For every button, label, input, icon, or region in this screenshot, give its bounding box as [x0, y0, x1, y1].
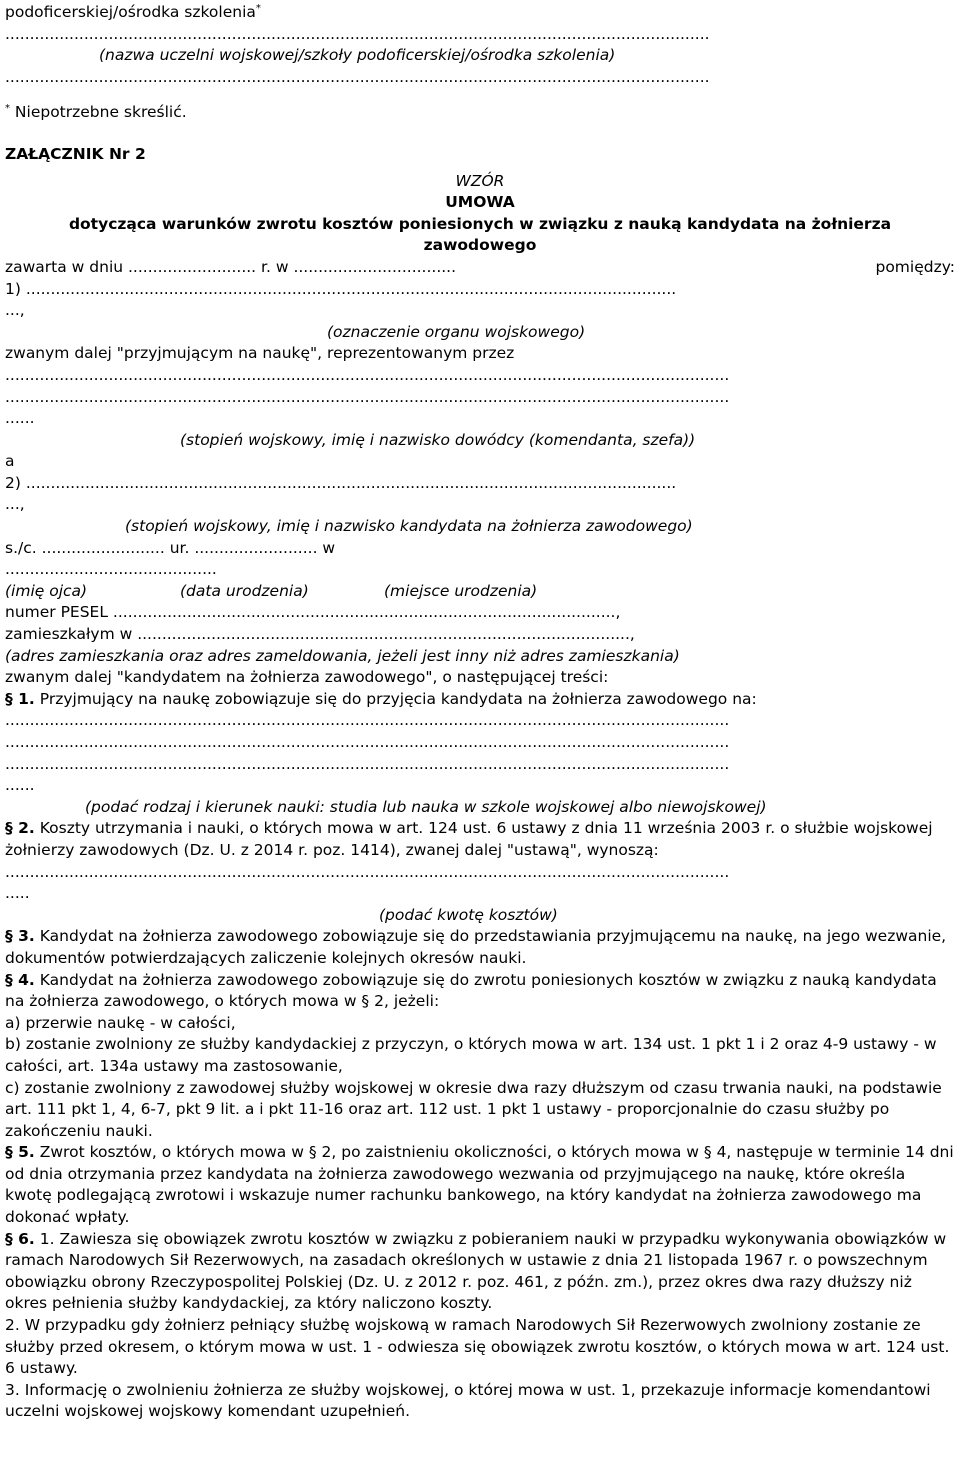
party1-line: 1) ....................................................................................................................................: [5, 279, 677, 298]
concluded-line: [5, 257, 955, 279]
fill-line-short: .....: [5, 884, 30, 903]
institution-name-tail: podoficerskiej/ośrodka szkolenia: [5, 3, 256, 21]
fill-line-short: ...........................................: [5, 560, 217, 579]
fill-line: ...............................................................................................................................................: [5, 24, 710, 43]
party1-cont: ...,: [5, 301, 25, 320]
footnote-marker: *: [255, 2, 261, 14]
party2-line: 2) ....................................................................................................................................: [5, 473, 677, 492]
section-5-number: § 5.: [5, 1143, 35, 1162]
footnote: [5, 102, 955, 124]
section-4-text: Kandydat na żołnierza zawodowego zobowiązuje się do zwrotu poniesionych kosztów w związku z nauką kandydata na żołnierza zawodowego, o których mowa w § 2, jeżeli:: [5, 970, 937, 1011]
party2-cont: ...,: [5, 495, 25, 514]
party2-named: zwanym dalej "kandydatem na żołnierza zawodowego", o następującej treści:: [5, 668, 609, 687]
caption-cost: (podać kwotę kosztów): [379, 905, 558, 924]
fill-line: ...................................................................................................................................................: [5, 711, 730, 730]
document-subtitle-cont: zawodowego: [423, 236, 537, 255]
section-6: [5, 1229, 955, 1315]
attachment-label: ZAŁĄCZNIK Nr 2: [5, 144, 146, 163]
son-of-line: s./c. ......................... ur. ......................... w: [5, 538, 336, 557]
section-3-number: § 3.: [5, 927, 35, 946]
fill-line-short: ......: [5, 776, 35, 795]
between-label: pomiędzy:: [875, 257, 955, 276]
section-6-paragraph-3: 3. Informację o zwolnieniu żołnierza ze służby wojskowej, o której mowa w ust. 1, przekazuje informacje komendantowi uczelni wojskowej wojskowy komendant uzupełnień.: [5, 1380, 931, 1421]
residing-line: zamieszkałym w ....................................................................................................,: [5, 625, 635, 644]
section-5-text: Zwrot kosztów, o których mowa w § 2, po zaistnieniu okoliczności, o których mowa w § 4, następuje w terminie 14 dni od dnia otrzymania przez kandydata na żołnierza zawodowego wezwania od przyjmującego na naukę, które określa kwotę podlegającą zwrotowi i wskazuje numer rachunku bankowego, na który kandydat na żołnierza zawodowego ma dokonać wpłaty.: [5, 1143, 954, 1227]
fill-line: ...............................................................................................................................................: [5, 67, 710, 86]
caption-birthdate: (data urodzenia): [180, 581, 309, 600]
document-title: UMOWA: [445, 193, 515, 212]
section-3-text: Kandydat na żołnierza zawodowego zobowiązuje się do przedstawiania przyjmującemu na naukę, na jego wezwanie, dokumentów potwierdzających zaliczenie kolejnych okresów nauki.: [5, 927, 947, 967]
document-subtitle: dotycząca warunków zwrotu kosztów poniesionych w związku z nauką kandydata na żołnierza: [68, 214, 892, 233]
section-4-item-b: b) zostanie zwolniony ze służby kandydackiej z przyczyn, o których mowa w art. 134 ust. 1 pkt 1 i 2 oraz 4-9 ustawy - w całości, art. 134a ustawy ma zastosowanie,: [5, 1035, 937, 1075]
caption-organ: (oznaczenie organu wojskowego): [327, 322, 586, 341]
pesel-line: numer PESEL ......................................................................................................,: [5, 603, 621, 622]
caption-address: (adres zamieszkania oraz adres zameldowania, jeżeli jest inny niż adres zamieszkania): [5, 646, 680, 665]
section-4-item-c: c) zostanie zwolniony z zawodowej służby wojskowej w okresie dwa razy dłuższym od czasu trwania nauki, na podstawie art. 111 pkt 1, 4, 6-7, pkt 9 lit. a i pkt 11-16 oraz art. 112 ust. 1 pkt 1 ustawy - proporcjonalnie do czasu służby po zakończeniu nauki.: [5, 1078, 942, 1140]
fill-line: ...................................................................................................................................................: [5, 387, 730, 406]
section-6-number: § 6.: [5, 1229, 35, 1248]
footnote-marker: *: [5, 103, 10, 115]
and-label: a: [5, 452, 15, 471]
concluded-date-place: zawarta w dniu .......................... r. w .................................: [5, 257, 457, 276]
footnote-text: Niepotrzebne skreślić.: [10, 103, 187, 122]
caption-candidate: (stopień wojskowy, imię i nazwisko kandydata na żołnierza zawodowego): [125, 517, 693, 536]
caption-birthplace: (miejsce urodzenia): [384, 581, 538, 600]
caption-study-type: (podać rodzaj i kierunek nauki: studia lub nauka w szkole wojskowej albo niewojskowej): [85, 797, 767, 816]
fill-line-short: ......: [5, 409, 35, 428]
caption-father: (imię ojca): [5, 581, 88, 600]
fill-line: ...................................................................................................................................................: [5, 733, 730, 751]
section-4-number: § 4.: [5, 970, 35, 989]
section-5: [5, 1142, 955, 1228]
caption-commander: (stopień wojskowy, imię i nazwisko dowódcy (komendanta, szefa)): [180, 430, 696, 449]
header-line: [5, 2, 955, 24]
section-2-number: § 2.: [5, 819, 35, 838]
section-3: [5, 926, 955, 969]
section-1-text: Przyjmujący na naukę zobowiązuje się do przyjęcia kandydata na żołnierza zawodowego na:: [34, 689, 757, 708]
section-6-paragraph-1: 1. Zawiesza się obowiązek zwrotu kosztów w związku z pobieraniem nauki w przypadku wykonywania obowiązków w ramach Narodowych Sił Rezerwowych, na zasadach określonych w ustawie z dnia 21 listopada 1967 r. o powszechnym obowiązku obrony Rzeczypospolitej Polskiej (Dz. U. z 2012 r. poz. 461, z późn. zm.), przez okres dwa razy dłuższy niż okres pełnienia służby kandydackiej, za który naliczono koszty.: [5, 1229, 947, 1313]
captions-row: [5, 581, 955, 603]
section-2: [5, 818, 955, 861]
section-4: [5, 970, 955, 1013]
caption-institution: (nazwa uczelni wojskowej/szkoły podoficerskiej/ośrodka szkolenia): [99, 46, 616, 65]
section-2-text: Koszty utrzymania i nauki, o których mowa w art. 124 ust. 6 ustawy z dnia 11 września 2003 r. o służbie wojskowej żołnierzy zawodowych (Dz. U. z 2014 r. poz. 1414), zwanej dalej "ustawą", wynoszą:: [5, 819, 933, 859]
fill-line: ...................................................................................................................................................: [5, 862, 730, 881]
fill-line: ...................................................................................................................................................: [5, 754, 730, 773]
section-4-item-a: a) przerwie naukę - w całości,: [5, 1013, 236, 1032]
section-6-paragraph-2: 2. W przypadku gdy żołnierz pełniący służbę wojskową w ramach Narodowych Sił Rezerwowych zwolniony zostanie ze służby przed okresem, o którym mowa w ust. 1 - odwiesza się obowiązek zwrotu kosztów, o których mowa w art. 124 ust. 6 ustawy.: [5, 1316, 950, 1378]
fill-line: ...................................................................................................................................................: [5, 365, 730, 384]
section-1-number: § 1.: [5, 689, 35, 708]
section-1: [5, 689, 955, 711]
party1-named: zwanym dalej "przyjmującym na naukę", reprezentowanym przez: [5, 344, 515, 363]
template-label: WZÓR: [455, 171, 505, 190]
